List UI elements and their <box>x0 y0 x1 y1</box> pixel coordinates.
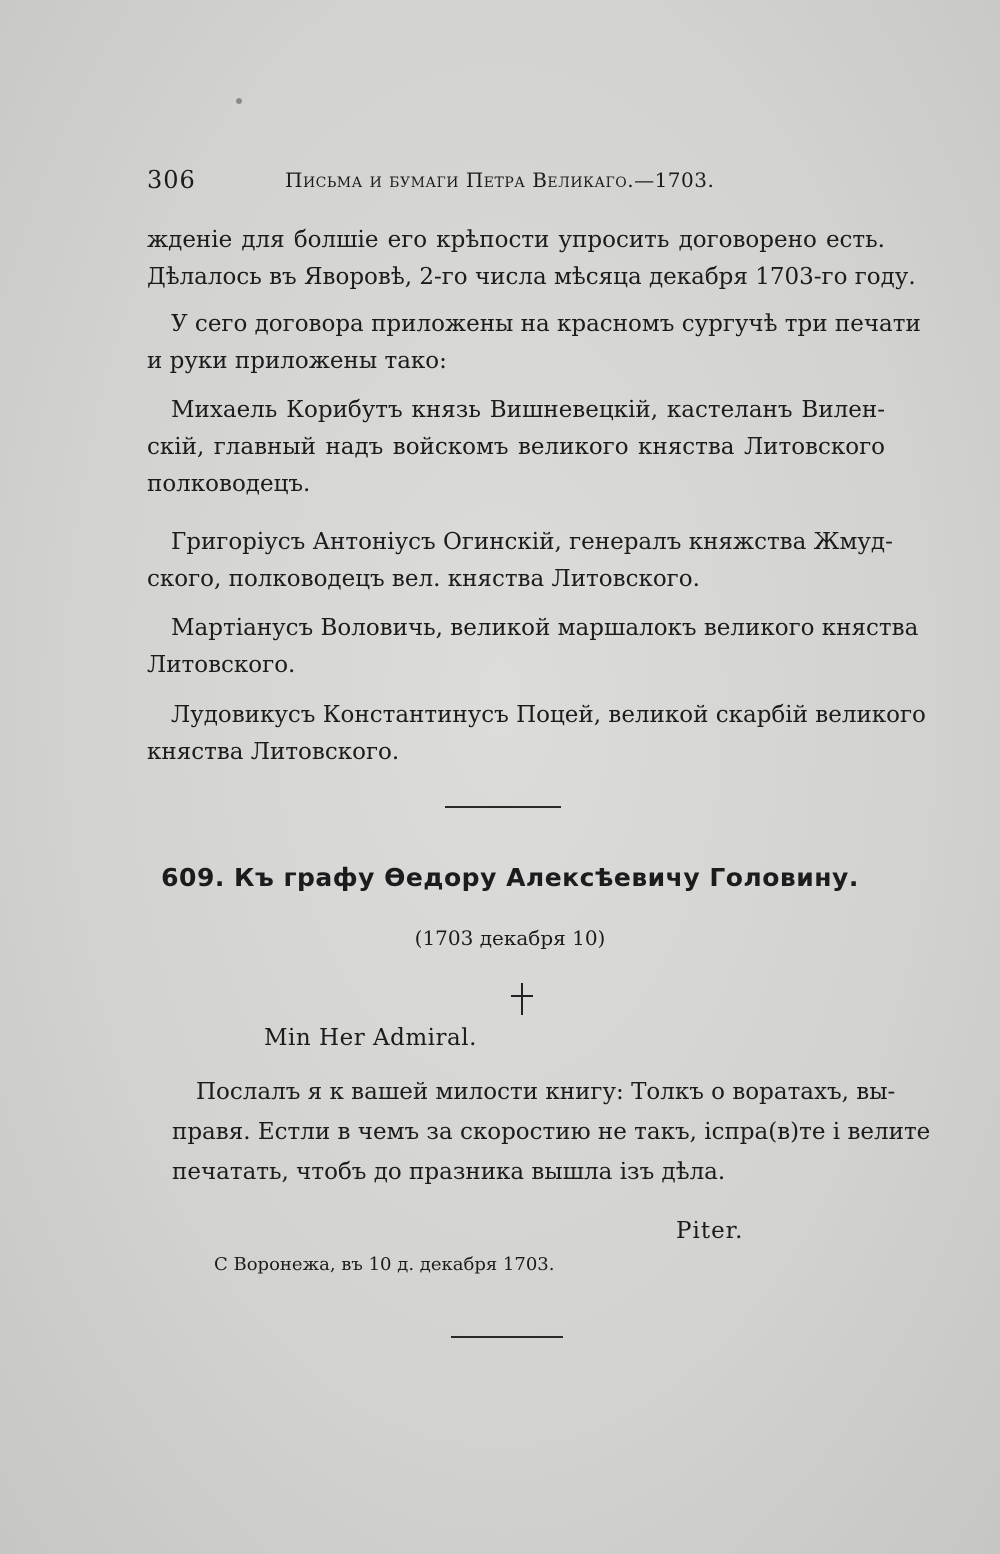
paragraph-signatory-oginsky <box>147 524 893 598</box>
text-line: княства Литовского. <box>147 739 400 765</box>
text-line: Послалъ я к вашей милости книгу: Толкъ о воратахъ, вы- <box>196 1079 896 1105</box>
paragraph-signatory-volovich <box>147 610 919 684</box>
text-line: скій, главный надъ войскомъ великого княства Литовского <box>147 434 885 460</box>
paragraph-signatory-potsey <box>147 697 926 771</box>
cross-icon <box>509 981 535 1017</box>
text-line: печатать, чтобъ до празника вышла ізъ дѣла. <box>172 1159 726 1185</box>
paragraph-treaty-end <box>147 222 916 296</box>
letter-signature: Piter. <box>676 1218 744 1244</box>
text-line: Григоріусъ Антоніусъ Огинскій, генералъ княжства Жмуд- <box>171 529 893 555</box>
text-line: У сего договора приложены на красномъ сургучѣ три печати <box>171 311 921 337</box>
text-line: правя. Естли в чемъ за скоростию не такъ, іспра(в)те і велите <box>172 1119 931 1145</box>
letter-salutation: Min Her Admiral. <box>264 1025 477 1051</box>
text-line: Лудовикусъ Константинусъ Поцей, великой скарбій великого <box>171 702 926 728</box>
letter-place-date: С Воронежа, въ 10 д. декабря 1703. <box>214 1254 555 1275</box>
section-divider <box>445 806 561 808</box>
text-line: жденіе для болшіе его крѣпости упросить договорено есть. <box>147 227 885 253</box>
paragraph-seals <box>147 306 921 380</box>
paragraph-signatory-vishnevetsky <box>147 392 885 503</box>
text-line: полководецъ. <box>147 471 311 497</box>
letter-body <box>172 1072 931 1192</box>
letter-title <box>0 863 1000 892</box>
running-title: Письма и бумаги Петра Великаго.—1703. <box>285 168 715 192</box>
letter-date-text: (1703 декабря 10) <box>414 926 606 950</box>
text-line: Дѣлалось въ Яворовѣ, 2-го числа мѣсяца декабря 1703-го году. <box>147 264 916 290</box>
text-line: Литовского. <box>147 652 296 678</box>
section-divider <box>451 1336 563 1338</box>
text-line: Мартіанусъ Воловичь, великой маршалокъ великого княства <box>171 615 919 641</box>
page-number: 306 <box>147 166 196 194</box>
letter-date <box>0 926 1000 950</box>
paper-speck <box>236 98 242 104</box>
running-header <box>147 166 867 202</box>
letter-title-text: 609. Къ графу Ѳедору Алексѣевичу Головину. <box>161 863 859 892</box>
text-line: и руки приложены тако: <box>147 348 447 374</box>
text-line: Михаель Корибутъ князь Вишневецкій, кастеланъ Вилен- <box>171 397 885 423</box>
text-line: ского, полководецъ вел. княства Литовского. <box>147 566 700 592</box>
